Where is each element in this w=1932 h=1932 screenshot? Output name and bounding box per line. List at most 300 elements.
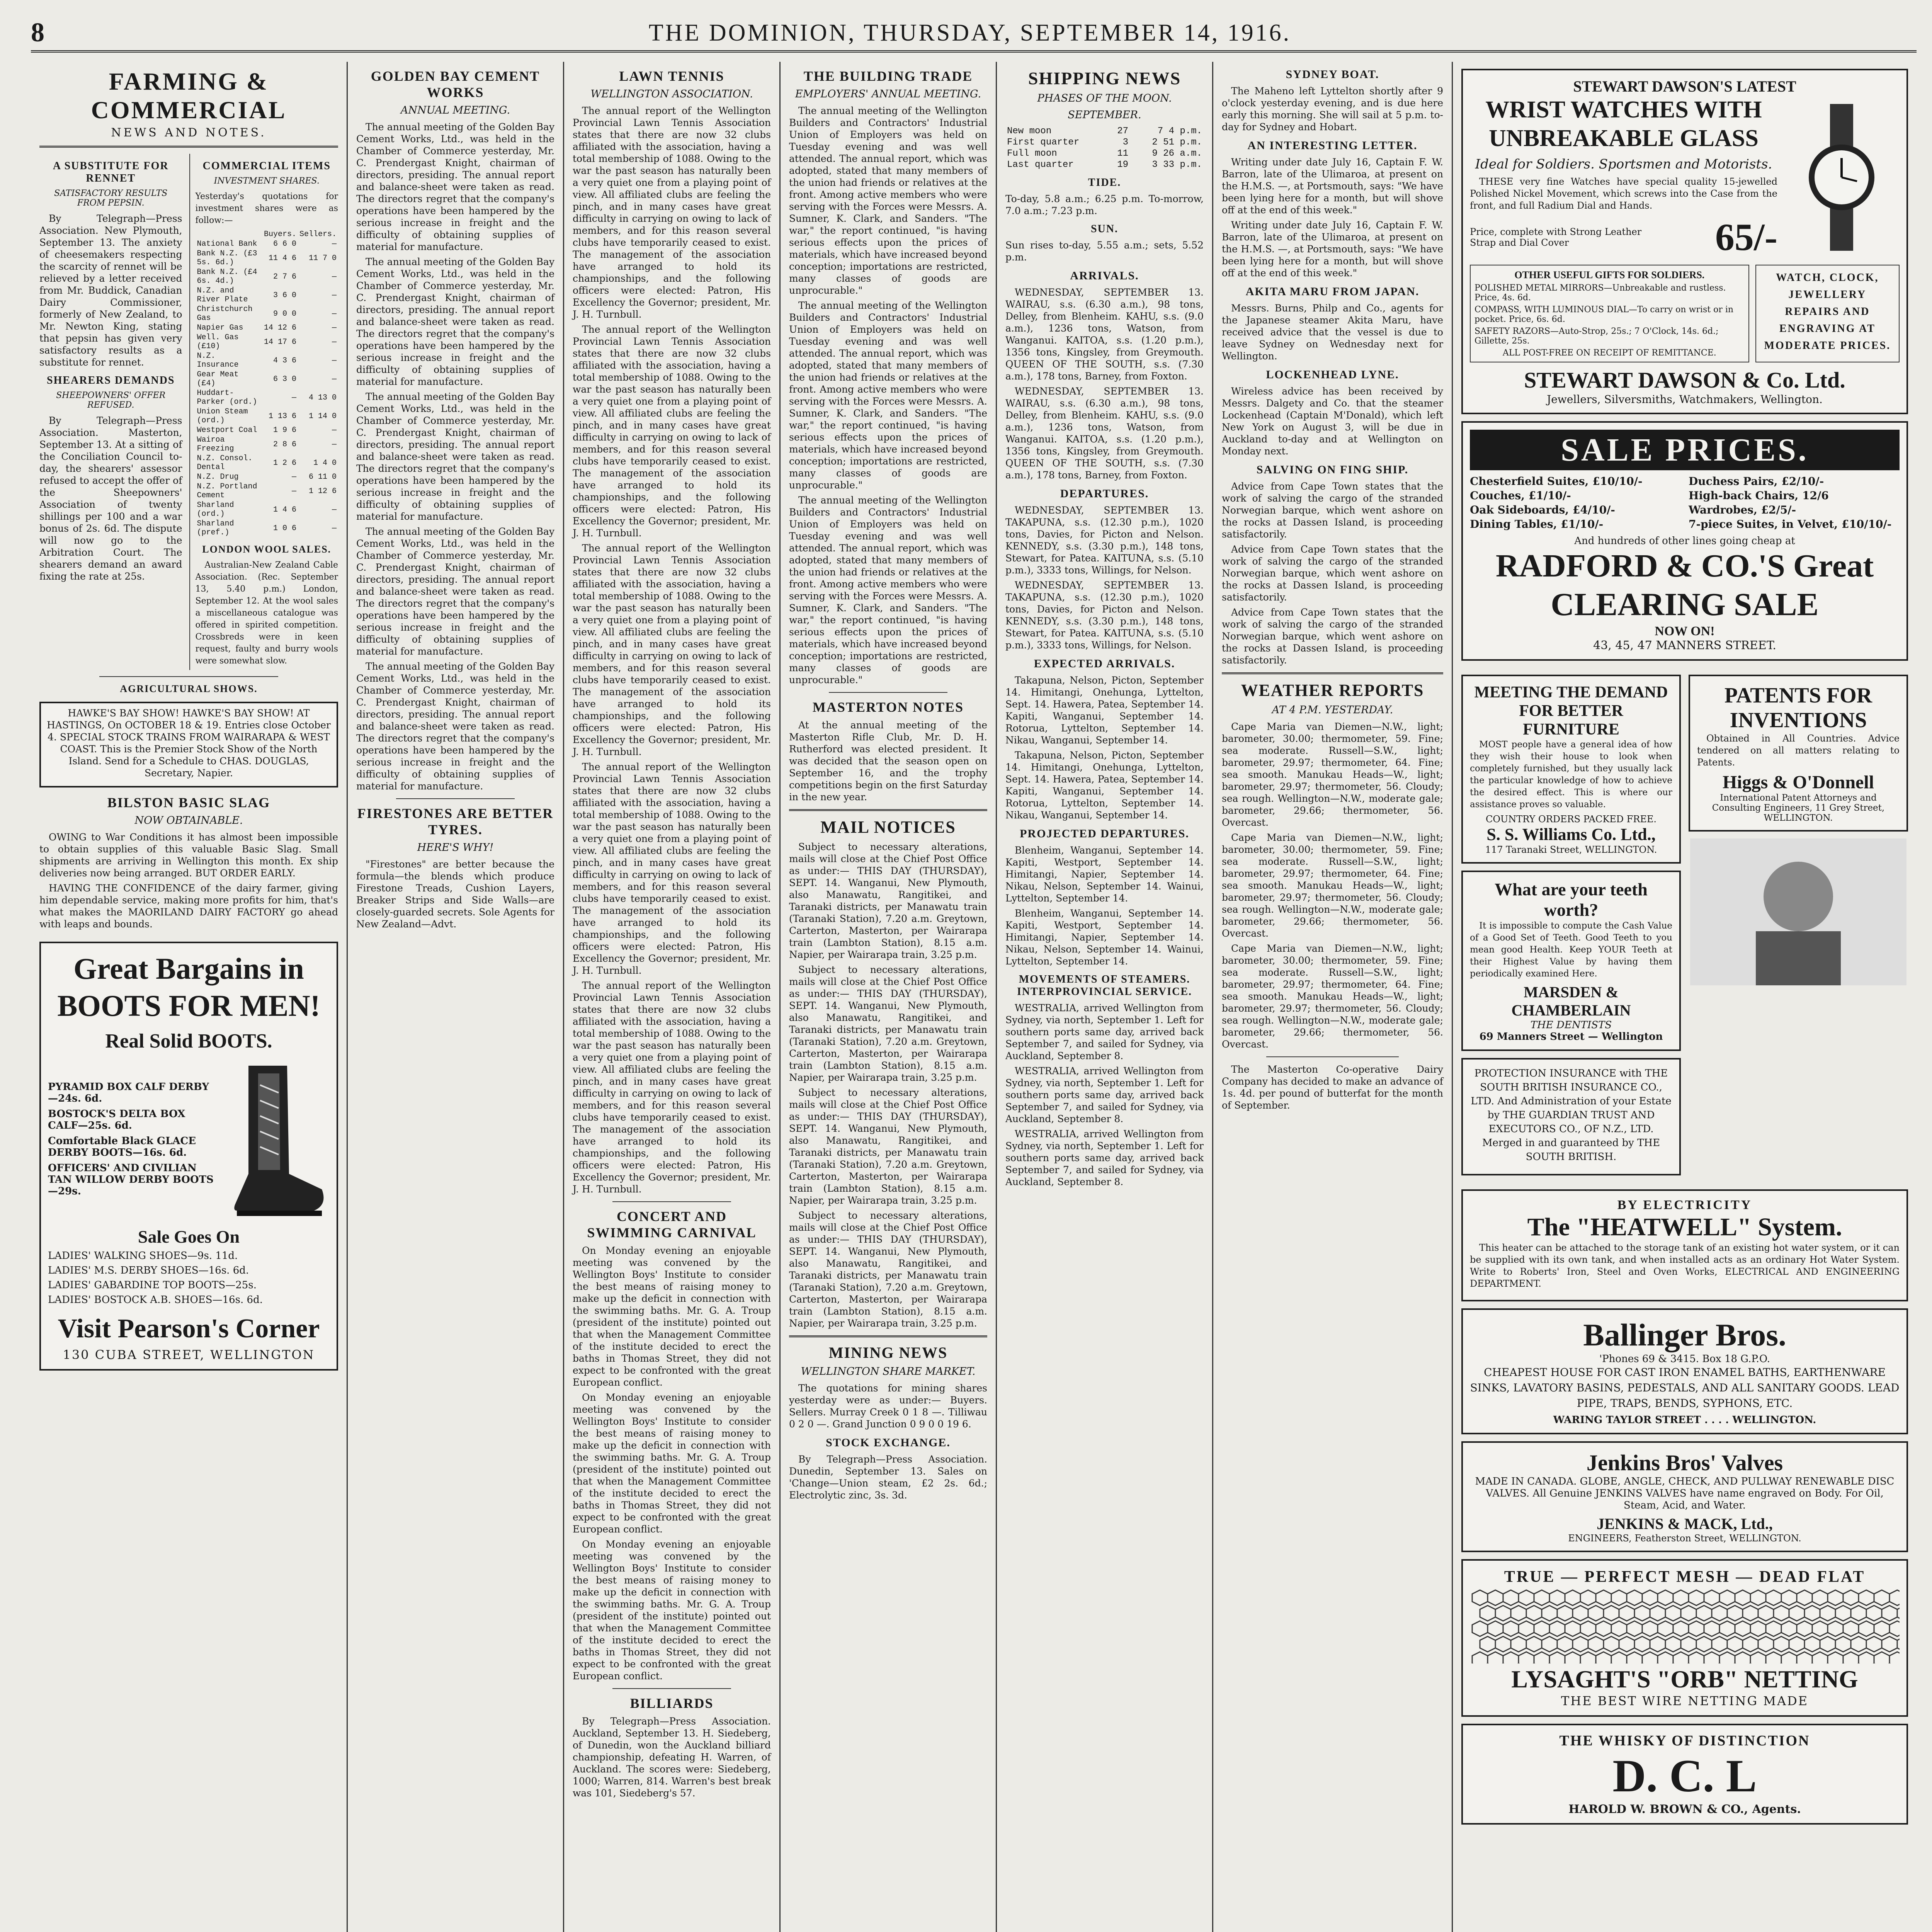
tyres-subhead: HERE'S WHY! xyxy=(417,842,494,854)
mesh-cell xyxy=(1689,1652,1704,1663)
sale-items xyxy=(1470,475,1900,531)
tyres-article: "Firestones" are better because the formula—the blends which produce Firestone Treads, Cushion Layers, Breaker Strips and Side Walls—are closely-guarded secrets. Sole Agents for New Zealand—Advt. xyxy=(356,859,554,930)
dawson-price: 65/- xyxy=(1715,216,1777,259)
mesh-cell xyxy=(1573,1636,1588,1652)
lysaght-subtitle: THE BEST WIRE NETTING MADE xyxy=(1561,1694,1809,1708)
stock-article: By Telegraph—Press Association. Dunedin, September 13. Sales on 'Change—Union steam, £2 2s. 6d.; Electrolytic zinc, 3s. 3d. xyxy=(789,1454,987,1501)
maoriland-article: HAVING THE CONFIDENCE of the dairy farmer, giving him dependable service, making more profits for him, that's what makes the MAORILAND DAIRY FACTORY go ahead with leaps and bounds. xyxy=(39,883,338,930)
oversea-text: WESTRALIA, arrived Wellington from Sydney, via north, September 1. Left for southern ports same day, arrived back September 7, and sailed for Sydney, via Auckland, September 8. xyxy=(1005,1002,1204,1061)
rennet-subhead: SATISFACTORY RESULTS FROM PEPSIN. xyxy=(54,189,168,208)
salving-headline: SALVING ON FING SHIP. xyxy=(1256,463,1409,476)
projected-text: Blenheim, Wanganui, September 14. Kapiti, Westport, September 14. Himitangi, Napier, September 14. Nikau, Nelson, September 14. Wainui, Lyttelton, September 14. xyxy=(1005,845,1204,904)
mesh-cell xyxy=(1549,1621,1565,1636)
williams-address: 117 Taranaki Street, WELLINGTON. xyxy=(1485,844,1657,855)
mesh-cell xyxy=(1658,1590,1673,1605)
mesh-cell xyxy=(1797,1621,1812,1636)
moon-phases-table xyxy=(1005,126,1204,170)
mesh-cell xyxy=(1634,1605,1650,1621)
gifts-list xyxy=(1475,283,1745,346)
stock-headline: STOCK EXCHANGE. xyxy=(826,1436,951,1449)
mesh-cell xyxy=(1712,1636,1727,1652)
weather-headline: WEATHER REPORTS xyxy=(1241,681,1424,700)
dentists-ad xyxy=(1461,871,1681,1051)
mesh-cell xyxy=(1611,1652,1627,1663)
heatwell-title: The "HEATWELL" System. xyxy=(1527,1213,1842,1241)
billiards-headline: BILLIARDS xyxy=(630,1696,714,1711)
patents-subtitle: International Patent Attorneys and Consulting Engineers, 11 Grey Street, WELLINGTON. xyxy=(1712,793,1885,823)
heatwell-ad xyxy=(1461,1189,1908,1301)
mesh-cell xyxy=(1812,1652,1828,1663)
slag-headline: BILSTON BASIC SLAG xyxy=(107,795,270,810)
share-row: N.Z. Drug — 6 11 0 xyxy=(197,473,337,481)
jenkins-text: MADE IN CANADA. GLOBE, ANGLE, CHECK, AND PULLWAY RENEWABLE DISC VALVES. All Genuine JENKINS VALVES have name engraved on Body. For Oil, Steam, Acid, and Water. xyxy=(1475,1476,1895,1511)
tyres-headline: FIRESTONES ARE BETTER TYRES. xyxy=(357,806,554,837)
boot-illustration-icon xyxy=(221,1058,330,1220)
mesh-cell xyxy=(1557,1605,1573,1621)
boots-item: Comfortable Black GLACE DERBY BOOTS—16s. 6d. xyxy=(48,1135,196,1158)
akita-text: Messrs. Burns, Philp and Co., agents for the Japanese steamer Akita Maru, have received advice that the vessel is due to leave Sydney on Wednesday next for Wellington. xyxy=(1222,303,1443,362)
mesh-cell xyxy=(1696,1605,1712,1621)
mesh-cell xyxy=(1750,1590,1766,1605)
dcl-ad xyxy=(1461,1724,1908,1825)
masterton-article: At the annual meeting of the Masterton Rifle Club, Mr. D. H. Rutherford was elected president. It was decided that the season open on September 16, and the trophy competitions begin on the first Saturday in the new year. xyxy=(789,719,988,803)
shows-headline: AGRICULTURAL SHOWS. xyxy=(120,683,258,694)
mesh-cell xyxy=(1534,1652,1549,1663)
furniture-headline: MEETING THE DEMAND FOR BETTER FURNITURE xyxy=(1474,684,1668,738)
cement-headline: GOLDEN BAY CEMENT WORKS xyxy=(371,68,540,100)
pearsons-corner: Visit Pearson's Corner xyxy=(58,1314,320,1344)
boots-ad xyxy=(39,942,338,1371)
mesh-cell xyxy=(1673,1652,1689,1663)
mesh-cell xyxy=(1719,1652,1735,1663)
newspaper-page xyxy=(31,15,1917,1932)
mining-article: The quotations for mining shares yesterday were as under:— Buyers. Sellers. Murray Creek 0 1 8 —. Tilliwau 0 2 0 —. Grand Junction 0 9 0 0 19 6. xyxy=(789,1383,987,1430)
mesh-cell xyxy=(1704,1621,1719,1636)
boots-item: BOSTOCK'S DELTA BOX CALF—25s. 6d. xyxy=(48,1108,185,1131)
oversea-headline: MOVEMENTS OF STEAMERS. INTERPROVINCIAL SERVICE. xyxy=(1017,973,1192,998)
co-op-text: The Masterton Co-operative Dairy Company has decided to make an advance of 1s. 4d. per pound of butterfat for the month of September. xyxy=(1222,1064,1443,1111)
mesh-cell xyxy=(1526,1605,1542,1621)
masthead xyxy=(31,15,1917,53)
mesh-cell xyxy=(1565,1621,1580,1636)
share-row: N.Z. and River Plate 3 6 0 — xyxy=(197,286,337,304)
furniture-sale-item: Duchess Pairs, £2/10/- xyxy=(1689,475,1824,488)
sale-headline: Sale Goes On xyxy=(138,1227,240,1247)
mesh-cell xyxy=(1519,1652,1534,1663)
share-row: National Bank 6 6 0 — xyxy=(197,240,337,248)
mesh-cell xyxy=(1627,1652,1642,1663)
teeth-headline: What are your teeth worth? xyxy=(1495,879,1648,920)
mining-subhead: WELLINGTON SHARE MARKET. xyxy=(801,1366,976,1378)
mesh-cell xyxy=(1835,1605,1851,1621)
gift-item: COMPASS, WITH LUMINOUS DIAL—To carry on wrist or in pocket. Price, 6s. 6d. xyxy=(1475,305,1734,324)
jenkins-address: ENGINEERS, Featherston Street, WELLINGTON. xyxy=(1568,1533,1801,1544)
mesh-cell xyxy=(1627,1590,1642,1605)
mesh-cell xyxy=(1673,1590,1689,1605)
mesh-cell xyxy=(1743,1636,1758,1652)
mesh-cell xyxy=(1658,1621,1673,1636)
column-tennis: LAWN TENNIS WELLINGTON ASSOCIATION. The annual report of the Wellington Provincial Lawn Tennis Association states that there are now 32 clubs affiliated with the association, having a total membership of 1088. Owing to the war the past season has naturally been a very quiet one from a playing point of view. All affiliated clubs are feeling the pinch, and in many cases have great difficulty in carrying on owing to lack of members, and for this reason several clubs have temporarily ceased to exist. The management of the association have arranged to hold its championships, and the following officers were elected: Patron, His Excellency the Governor; president, Mr. J. H. Turnbull. The annual report of the Wellington Provincial Lawn Tennis Association states that there are now 32 clubs affiliated with the association, having a total membership of 1088. Owing to the war the past season has naturally been a very quiet one from a playing point of view. All affiliated clubs are feeling the pinch, and in many cases have great difficulty in carrying on owing to lack of members, and for this reason several clubs have temporarily ceased to exist. The management of the association have arranged to hold its championships, and the following officers were elected: Patron, His Excellency the Governor; president, Mr. J. H. Turnbull. The annual report of the Wellington Provincial Lawn Tennis Association states that there are now 32 clubs affiliated with the association, having a total membership of 1088. Owing to the war the past season has naturally been a very quiet one from a playing point of view. All affiliated clubs are feeling the pinch, and in many cases have great difficulty in carrying on owing to lack of members, and for this reason several clubs have temporarily ceased to exist. The management of the association have arranged to hold its championships, and the following officers were elected: Patron, His Excellency the Governor; president, Mr. J. H. Turnbull. The annual report of the Wellington Provincial Lawn Tennis Association states that there are now 32 clubs affiliated with the association, having a total membership of 1088. Owing to the war the past season has naturally been a very quiet one from a playing point of view. All affiliated clubs are feeling the pinch, and in many cases have great difficulty in carrying on owing to lack of members, and for this reason several clubs have temporarily ceased to exist. The management of the association have arranged to hold its championships, and the following officers were elected: Patron, His Excellency the Governor; president, Mr. J. H. Turnbull. The annual report of the Wellington Provincial Lawn Tennis Association states that there are now 32 clubs affiliated with the association, having a total membership of 1088. Owing to the war the past season has naturally been a very quiet one from a playing point of view. All affiliated clubs are feeling the pinch, and in many cases have great difficulty in carrying on owing to lack of members, and for this reason several clubs have temporarily ceased to exist. The management of the association have arranged to hold its championships, and the following officers were elected: Patron, His Excellency the Governor; president, Mr. J. H. Turnbull. CONCERT AND SWIMMING CARNIVAL On Monday evening an enjoyable meeting was convened by the Wellington Boys' Institute to consider the best means of raising money to make up the deficit in connection with the swimming baths. Mr. G. A. Troup (president of the institute) pointed out that when the Management Committee of the institute decided to erect the baths in Thomas Street, they did not expect to be confronted with the great European conflict. On Monday evening an enjoyable meeting was convened by the Wellington Boys' Institute to consider the best means of raising money to make up the deficit in connection with the swimming baths. Mr. G. A. Troup (president of the institute) pointed out that when the Management Committee of the institute decided to erect the baths in Thomas Street, they did not expect to be confronted with the great European conflict. On Monday evening an enjoyable meeting was convened by the Wellington Boys' Institute to consider the best means of raising money to make up the deficit in connection with the swimming baths. Mr. G. A. Troup (president of the institute) pointed out that when the Management Committee of the institute decided to erect the baths in Thomas Street, they did not expect to be confronted with the great European conflict. BILLIARDS By Telegraph—Press Association. Auckland, September 13. H. Siedeberg, of Dunedin, won the Auckland billiard championship, defeating H. Warren, of Auckland. The scores were: Siedeberg, 1000; Warren, 814. Warren's best break was 101, Siedeberg's 57. xyxy=(564,62,781,1932)
mesh-cell xyxy=(1472,1621,1488,1636)
mesh-cell xyxy=(1519,1621,1534,1636)
mesh-cell xyxy=(1750,1652,1766,1663)
dentists-address: 69 Manners Street — Wellington xyxy=(1479,1031,1663,1043)
mesh-cell xyxy=(1828,1621,1843,1636)
mesh-cell xyxy=(1719,1590,1735,1605)
mesh-cell xyxy=(1604,1605,1619,1621)
mesh-cell xyxy=(1851,1636,1866,1652)
mesh-cell xyxy=(1828,1590,1843,1605)
boots-item: OFFICERS' AND CIVILIAN TAN WILLOW DERBY BOOTS—29s. xyxy=(48,1162,214,1197)
mesh-cell xyxy=(1611,1621,1627,1636)
weather-subhead: AT 4 P.M. YESTERDAY. xyxy=(1272,704,1393,716)
mesh-cell xyxy=(1480,1605,1495,1621)
furniture-sale-item: Wardrobes, £2/5/- xyxy=(1689,503,1796,516)
gift-item: POLISHED METAL MIRRORS—Unbreakable and rustless. Price, 4s. 6d. xyxy=(1475,283,1726,303)
mesh-cell xyxy=(1650,1636,1665,1652)
furniture-sale-item: Dining Tables, £1/10/- xyxy=(1470,518,1604,531)
mesh-cell xyxy=(1503,1621,1519,1636)
mesh-cell xyxy=(1812,1590,1828,1605)
mesh-cell xyxy=(1797,1590,1812,1605)
slag-article: OWING to War Conditions it has almost been impossible to obtain supplies of this valuable Basic Slag. Small shipments are arriving in Wellington this month. Ex ship deliveries now being arranged. BUT ORDER EARLY. xyxy=(39,832,338,879)
wool-article: Australian-New Zealand Cable Association. (Rec. September 13, 5.40 p.m.) London, September 12. At the wool sales a miscellaneous catalogue was offered in spirited competition. Crossbreds were in keen request, faulty and burry wools were somewhat slow. xyxy=(195,560,338,666)
sun-headline: SUN. xyxy=(1090,223,1118,235)
column-shipping: SHIPPING NEWS PHASES OF THE MOON. SEPTEMBER. New moon 27 7 4 p.m. First quarter 3 2 51 p.m. Full moon 11 9 26 a.m. Last quarter 19 3 33 p.m. TIDE. To-day, 5.8 a.m.; 6.25 p.m. To-morrow, 7.0 a.m.; 7.23 p.m. SUN. Sun rises to-day, 5.55 a.m.; sets, 5.52 p.m. ARRIVALS. WEDNESDAY, SEPTEMBER 13. WAIRAU, s.s. (6.30 a.m.), 98 tons, Delley, from Blenheim. KAHU, s.s. (9.0 a.m.), 1236 tons, Watson, from Wanganui. KAITOA, s.s. (1.20 p.m.), 1356 tons, Kingsley, from Greymouth. QUEEN OF THE SOUTH, s.s. (7.30 a.m.), 178 tons, Barney, from Foxton. WEDNESDAY, SEPTEMBER 13. WAIRAU, s.s. (6.30 a.m.), 98 tons, Delley, from Blenheim. KAHU, s.s. (9.0 a.m.), 1236 tons, Watson, from Wanganui. KAITOA, s.s. (1.20 p.m.), 1356 tons, Kingsley, from Greymouth. QUEEN OF THE SOUTH, s.s. (7.30 a.m.), 178 tons, Barney, from Foxton. DEPARTURES. WEDNESDAY, SEPTEMBER 13. TAKAPUNA, s.s. (12.30 p.m.), 1020 tons, Davies, for Picton and Nelson. KENNEDY, s.s. (3.30 p.m.), 148 tons, Stewart, for Patea. KAITUNA, s.s. (5.10 p.m.), 3333 tons, Willings, for Nelson. WEDNESDAY, SEPTEMBER 13. TAKAPUNA, s.s. (12.30 p.m.), 1020 tons, Davies, for Picton and Nelson. KENNEDY, s.s. (3.30 p.m.), 148 tons, Stewart, for Patea. KAITUNA, s.s. (5.10 p.m.), 3333 tons, Willings, for Nelson. EXPECTED ARRIVALS. Takapuna, Nelson, Picton, September 14. Himitangi, Onehunga, Lyttelton, Sept. 14. Hawera, Patea, September 14. Kapiti, Wanganui, September 14. Rotorua, Lyttelton, September 14. Nikau, Wanganui, September 14. Takapuna, Nelson, Picton, September 14. Himitangi, Onehunga, Lyttelton, Sept. 14. Hawera, Patea, September 14. Kapiti, Wanganui, September 14. Rotorua, Lyttelton, September 14. Nikau, Wanganui, September 14. PROJECTED DEPARTURES. Blenheim, Wanganui, September 14. Kapiti, Westport, September 14. Himitangi, Napier, September 14. Nikau, Nelson, September 14. Wainui, Lyttelton, September 14. Blenheim, Wanganui, September 14. Kapiti, Westport, September 14. Himitangi, Napier, September 14. Nikau, Nelson, September 14. Wainui, Lyttelton, September 14. MOVEMENTS OF STEAMERS. INTERPROVINCIAL SERVICE. WESTRALIA, arrived Wellington from Sydney, via north, September 1. Left for southern ports same day, arrived back September 7, and sailed for Sydney, via Auckland, September 8. WESTRALIA, arrived Wellington from Sydney, via north, September 1. Left for southern ports same day, arrived back September 7, and sailed for Sydney, via Auckland, September 8. WESTRALIA, arrived Wellington from Sydney, via north, September 1. Left for southern ports same day, arrived back September 7, and sailed for Sydney, via Auckland, September 8. xyxy=(997,62,1213,1932)
lockenhead-headline: LOCKENHEAD LYNE. xyxy=(1266,368,1399,381)
wool-headline: LONDON WOOL SALES. xyxy=(202,544,332,555)
mesh-cell xyxy=(1851,1605,1866,1621)
furniture-ad xyxy=(1461,675,1681,864)
mesh-cell xyxy=(1689,1621,1704,1636)
mesh-cell xyxy=(1503,1590,1519,1605)
sydney-text: The Maheno left Lyttelton shortly after 9 o'clock yesterday evening, and is due here early this morning. She will sail at 5 p.m. to-day for Sydney and Hobart. xyxy=(1222,85,1443,133)
dentists-subtitle: THE DENTISTS xyxy=(1530,1019,1612,1031)
mesh-cell xyxy=(1534,1590,1549,1605)
dawson-extra: Price, complete with Strong Leather Strap and Dial Cover xyxy=(1470,226,1642,248)
mail-article: Subject to necessary alterations, mails will close at the Chief Post Office as under:— THIS DAY (THURSDAY), SEPT. 14. Wanganui, New Plymouth, also Manawatu, Rangitikei, and Taranaki districts, per Manawatu train (Taranaki Station), 7.20 a.m. Greytown, Carterton, Masterton, per Wairarapa train (Lambton Station), 8.15 a.m. Napier, per Wairarapa train, 3.25 p.m. xyxy=(789,841,987,960)
radford-address: 43, 45, 47 MANNERS STREET. xyxy=(1593,639,1776,652)
mesh-cell xyxy=(1735,1590,1750,1605)
mining-headline: MINING NEWS xyxy=(828,1344,948,1361)
mesh-cell xyxy=(1488,1621,1503,1636)
share-row: N.Z. Insurance 4 3 6 — xyxy=(197,352,337,369)
mesh-cell xyxy=(1843,1621,1859,1636)
mesh-cell xyxy=(1526,1636,1542,1652)
mesh-cell xyxy=(1573,1605,1588,1621)
mesh-cell xyxy=(1897,1605,1900,1621)
share-row: Sharland (ord.) 1 4 6 — xyxy=(197,501,337,519)
sale-item: LADIES' WALKING SHOES—9s. 11d. xyxy=(48,1250,238,1262)
cement-article: The annual meeting of the Golden Bay Cement Works, Ltd., was held in the Chamber of Commerce yesterday, Mr. C. Prendergast Knight, chairman of directors, presiding. The annual report and balance-sheet were taken as read. The directors regret that the company's operations have been hampered by the serious increase in freight and the difficulty of obtaining supplies of material for manufacture. xyxy=(356,121,554,252)
sale-item: LADIES' GABARDINE TOP BOOTS—25s. xyxy=(48,1279,257,1291)
dawson-subtitle: Jewellers, Silversmiths, Watchmakers, Wellington. xyxy=(1547,393,1823,406)
mesh-cell xyxy=(1712,1605,1727,1621)
tide-text: To-day, 5.8 a.m.; 6.25 p.m. To-morrow, 7.0 a.m.; 7.23 p.m. xyxy=(1005,193,1204,216)
salving-text: Advice from Cape Town states that the work of salving the cargo of the stranded Norwegian barque, which went ashore on the rocks at Dassen Island, is proceeding satisfactorily. xyxy=(1222,481,1443,540)
column-notes: SYDNEY BOAT. The Maheno left Lyttelton shortly after 9 o'clock yesterday evening, and is due here early this morning. She will sail at 5 p.m. to-day for Sydney and Hobart. AN INTERESTING LETTER. Writing under date July 16, Captain F. W. Barron, late of the Ulimaroa, at present on the H.M.S. —, at Portsmouth, says: "We have been lying here for a month, but will shove off at the end of this week." Writing under date July 16, Captain F. W. Barron, late of the Ulimaroa, at present on the H.M.S. —, at Portsmouth, says: "We have been lying here for a month, but will shove off at the end of this week." AKITA MARU FROM JAPAN. Messrs. Burns, Philp and Co., agents for the Japanese steamer Akita Maru, have received advice that the vessel is due to leave Sydney on Wednesday next for Wellington. LOCKENHEAD LYNE. Wireless advice has been received by Messrs. Dalgety and Co. that the steamer Lockenhead (Captain M'Donald), which left New York on August 3, will be due in Auckland to-day and at Wellington on Monday next. SALVING ON FING SHIP. Advice from Cape Town states that the work of salving the cargo of the stranded Norwegian barque, which went ashore on the rocks at Dassen Island, is proceeding satisfactorily. Advice from Cape Town states that the work of salving the cargo of the stranded Norwegian barque, which went ashore on the rocks at Dassen Island, is proceeding satisfactorily. Advice from Cape Town states that the work of salving the cargo of the stranded Norwegian barque, which went ashore on the rocks at Dassen Island, is proceeding satisfactorily. WEATHER REPORTS AT 4 P.M. YESTERDAY. Cape Maria van Diemen—N.W., light; barometer, 30.00; thermometer, 59. Fine; sea moderate. Russell—S.W., light; barometer, 29.97; thermometer, 64. Fine; sea smooth. Manukau Heads—W., light; barometer, 29.97; thermometer, 56. Cloudy; sea rough. Wellington—N.W., moderate gale; barometer, 29.66; thermometer, 56. Overcast. Cape Maria van Diemen—N.W., light; barometer, 30.00; thermometer, 59. Fine; sea moderate. Russell—S.W., light; barometer, 29.97; thermometer, 64. Fine; sea smooth. Manukau Heads—W., light; barometer, 29.97; thermometer, 56. Cloudy; sea rough. Wellington—N.W., moderate gale; barometer, 29.66; thermometer, 56. Overcast. Cape Maria van Diemen—N.W., light; barometer, 30.00; thermometer, 59. Fine; sea moderate. Russell—S.W., light; barometer, 29.97; thermometer, 64. Fine; sea smooth. Manukau Heads—W., light; barometer, 29.97; thermometer, 56. Cloudy; sea rough. Wellington—N.W., moderate gale; barometer, 29.66; thermometer, 56. Overcast. The Masterton Co-operative Dairy Company has decided to make an advance of 1s. 4d. per pound of butterfat for the month of September. xyxy=(1213,62,1453,1932)
ballinger-address: WARING TAYLOR STREET . . . . WELLINGTON. xyxy=(1553,1414,1816,1426)
radford-headline: RADFORD & CO.'S Great CLEARING SALE xyxy=(1495,548,1874,622)
carnival-headline: CONCERT AND SWIMMING CARNIVAL xyxy=(587,1209,757,1240)
stewart-dawson-ad xyxy=(1461,69,1908,414)
mesh-cell xyxy=(1588,1605,1604,1621)
shares-col-buyers: Buyers. xyxy=(264,230,296,239)
wrist-watch-icon xyxy=(1784,104,1900,251)
letter-headline: AN INTERESTING LETTER. xyxy=(1247,139,1418,152)
mesh-cell xyxy=(1727,1605,1743,1621)
jenkins-firm: JENKINS & MACK, Ltd., xyxy=(1597,1515,1773,1532)
gifts-note: ALL POST-FREE ON RECEIPT OF REMITTANCE. xyxy=(1502,348,1716,358)
patents-firm: Higgs & O'Donnell xyxy=(1722,772,1874,793)
mesh-cell xyxy=(1789,1605,1804,1621)
mesh-cell xyxy=(1611,1590,1627,1605)
share-row: Union Steam (ord.) 1 13 6 1 14 0 xyxy=(197,407,337,425)
mesh-cell xyxy=(1758,1636,1774,1652)
sale-title: SALE PRICES. xyxy=(1470,430,1900,470)
mesh-cell xyxy=(1488,1652,1503,1663)
mesh-cell xyxy=(1766,1590,1781,1605)
building-subhead: EMPLOYERS' ANNUAL MEETING. xyxy=(795,88,981,100)
share-row: N.Z. Consol. Dental 1 2 6 1 4 0 xyxy=(197,454,337,472)
moon-phase-row: Full moon 11 9 26 a.m. xyxy=(1007,148,1202,159)
page-number: 8 xyxy=(31,18,46,48)
share-row: Napier Gas 14 12 6 — xyxy=(197,323,337,332)
masterton-headline: MASTERTON NOTES xyxy=(812,699,964,715)
column-advertisements xyxy=(1453,62,1917,1932)
tide-headline: TIDE. xyxy=(1088,177,1121,189)
weather-text: Cape Maria van Diemen—N.W., light; barometer, 30.00; thermometer, 59. Fine; sea moderate. Russell—S.W., light; barometer, 29.97; thermometer, 64. Fine; sea smooth. Manukau Heads—W., light; barometer, 29.97; thermometer, 56. Cloudy; sea rough. Wellington—N.W., moderate gale; barometer, 29.66; thermometer, 56. Overcast. xyxy=(1222,721,1443,828)
mesh-cell xyxy=(1820,1605,1835,1621)
furniture-sale-item: 7-piece Suites, in Velvet, £10/10/- xyxy=(1689,518,1892,531)
phases-month: SEPTEMBER. xyxy=(1068,109,1141,121)
mesh-cell xyxy=(1843,1590,1859,1605)
mesh-cell xyxy=(1650,1605,1665,1621)
moon-phase-row: First quarter 3 2 51 p.m. xyxy=(1007,137,1202,148)
mesh-cell xyxy=(1596,1621,1611,1636)
teeth-text: It is impossible to compute the Cash Value of a Good Set of Teeth. Good Teeth to you mean good Health. Keep YOUR Teeth at their Highest Value by having them periodically examined Here. xyxy=(1470,921,1672,979)
mesh-cell xyxy=(1781,1590,1797,1605)
building-headline: THE BUILDING TRADE xyxy=(803,68,973,84)
share-row: Gear Meat (£4) 6 3 0 — xyxy=(197,370,337,388)
shipping-headline: SHIPPING NEWS xyxy=(1028,68,1181,88)
mesh-cell xyxy=(1859,1652,1874,1663)
mesh-cell xyxy=(1596,1590,1611,1605)
feature-subtitle: NEWS AND NOTES. xyxy=(111,126,267,139)
radford-ad xyxy=(1461,421,1908,661)
mesh-cell xyxy=(1565,1590,1580,1605)
dawson-title: WRIST WATCHES WITH UNBREAKABLE GLASS xyxy=(1485,97,1762,151)
carnival-article: On Monday evening an enjoyable meeting was convened by the Wellington Boys' Institute to consider the best means of raising money to make up the deficit in connection with the swimming baths. Mr. G. A. Troup (president of the institute) pointed out that when the Management Committee of the institute decided to erect the baths in Thomas Street, they did not expect to be confronted with the great European conflict. xyxy=(573,1245,771,1388)
mesh-cell xyxy=(1596,1652,1611,1663)
cement-subhead: ANNUAL MEETING. xyxy=(400,104,510,116)
shares-intro: Yesterday's quotations for investment shares were as follow:— xyxy=(195,192,338,225)
shares-col-sellers: Sellers. xyxy=(299,230,337,239)
share-row: Sharland (pref.) 1 0 6 — xyxy=(197,519,337,537)
mesh-cell xyxy=(1719,1621,1735,1636)
mesh-cell xyxy=(1874,1621,1889,1636)
gift-item: SAFETY RAZORS—Auto-Strop, 25s.; 7 O'Clock, 14s. 6d.; Gillette, 25s. xyxy=(1475,327,1719,346)
mesh-cell xyxy=(1519,1590,1534,1605)
mesh-cell xyxy=(1735,1652,1750,1663)
shares-table xyxy=(196,230,338,537)
mesh-cell xyxy=(1781,1621,1797,1636)
mesh-cell xyxy=(1735,1621,1750,1636)
mesh-cell xyxy=(1766,1621,1781,1636)
mesh-cell xyxy=(1557,1636,1573,1652)
mesh-cell xyxy=(1704,1590,1719,1605)
dcl-name: D. C. L xyxy=(1612,1750,1757,1801)
mesh-cell xyxy=(1781,1652,1797,1663)
mesh-cell xyxy=(1665,1636,1681,1652)
insurance-ad xyxy=(1461,1058,1681,1175)
mesh-cell xyxy=(1889,1652,1900,1663)
electricity-headline: BY ELECTRICITY xyxy=(1617,1198,1752,1212)
lysaght-ad xyxy=(1461,1559,1908,1717)
departures-headline: DEPARTURES. xyxy=(1060,487,1149,500)
arrivals-text: WEDNESDAY, SEPTEMBER 13. WAIRAU, s.s. (6.30 a.m.), 98 tons, Delley, from Blenheim. KAHU, s.s. (9.0 a.m.), 1236 tons, Watson, from Wanganui. KAITOA, s.s. (1.20 p.m.), 1356 tons, Kingsley, from Greymouth. QUEEN OF THE SOUTH, s.s. (7.30 a.m.), 178 tons, Barney, from Foxton. xyxy=(1005,287,1204,382)
mesh-cell xyxy=(1689,1590,1704,1605)
gifts-headline: OTHER USEFUL GIFTS FOR SOLDIERS. xyxy=(1514,269,1705,281)
tennis-headline: LAWN TENNIS xyxy=(619,68,724,84)
mesh-cell xyxy=(1804,1605,1820,1621)
slag-subhead: NOW OBTAINABLE. xyxy=(134,815,243,827)
mesh-cell xyxy=(1835,1636,1851,1652)
mesh-cell xyxy=(1658,1652,1673,1663)
mesh-cell xyxy=(1789,1636,1804,1652)
mesh-cell xyxy=(1565,1652,1580,1663)
mesh-cell xyxy=(1580,1652,1596,1663)
sale-item: LADIES' BOSTOCK A.B. SHOES—16s. 6d. xyxy=(48,1294,263,1306)
dawson-name: STEWART DAWSON & Co. Ltd. xyxy=(1524,367,1845,393)
mesh-cell xyxy=(1681,1605,1696,1621)
mesh-cell xyxy=(1882,1636,1897,1652)
dawson-headline: STEWART DAWSON'S LATEST xyxy=(1573,78,1796,95)
lysaght-name: LYSAGHT'S "ORB" NETTING xyxy=(1511,1665,1858,1693)
share-row: Bank N.Z. (£3 5s. 6d.) 11 4 6 11 7 0 xyxy=(197,249,337,267)
mesh-cell xyxy=(1804,1636,1820,1652)
share-row: Huddart-Parker (ord.) — 4 13 0 xyxy=(197,389,337,406)
radford-now: NOW ON! xyxy=(1655,624,1715,638)
departures-text: WEDNESDAY, SEPTEMBER 13. TAKAPUNA, s.s. (12.30 p.m.), 1020 tons, Davies, for Picton and Nelson. KENNEDY, s.s. (3.30 p.m.), 148 tons, Stewart, for Patea. KAITUNA, s.s. (5.10 p.m.), 3333 tons, Willings, for Nelson. xyxy=(1005,505,1204,576)
mesh-cell xyxy=(1580,1590,1596,1605)
mesh-cell xyxy=(1604,1636,1619,1652)
share-row: Well. Gas (£10) 14 17 6 — xyxy=(197,333,337,351)
dentists-name: MARSDEN & CHAMBERLAIN xyxy=(1511,983,1631,1019)
boots-subhead: Real Solid BOOTS. xyxy=(105,1030,272,1052)
expected-headline: EXPECTED ARRIVALS. xyxy=(1034,657,1175,670)
arrivals-headline: ARRIVALS. xyxy=(1070,269,1139,282)
share-row: Wairoa Freezing 2 8 6 — xyxy=(197,435,337,453)
mesh-cell xyxy=(1828,1652,1843,1663)
mesh-cell xyxy=(1882,1605,1897,1621)
mesh-cell xyxy=(1874,1652,1889,1663)
mesh-cell xyxy=(1859,1621,1874,1636)
sun-text: Sun rises to-day, 5.55 a.m.; sets, 5.52 p.m. xyxy=(1005,240,1204,263)
mesh-cell xyxy=(1681,1636,1696,1652)
mesh-cell xyxy=(1766,1652,1781,1663)
mesh-cell xyxy=(1889,1621,1900,1636)
sydney-headline: SYDNEY BOAT. xyxy=(1286,68,1379,81)
mesh-cell xyxy=(1472,1590,1488,1605)
pearsons-address: 130 CUBA STREET, WELLINGTON xyxy=(63,1347,315,1362)
letter-text: Writing under date July 16, Captain F. W. Barron, late of the Ulimaroa, at present on the H.M.S. —, at Portsmouth, says: "We have been lying here for a month, but will shove off at the end of this week." xyxy=(1222,156,1443,216)
column-commercial: GOLDEN BAY CEMENT WORKS ANNUAL MEETING. The annual meeting of the Golden Bay Cement Works, Ltd., was held in the Chamber of Commerce yesterday, Mr. C. Prendergast Knight, chairman of directors, presiding. The annual report and balance-sheet were taken as read. The directors regret that the company's operations have been hampered by the serious increase in freight and the difficulty of obtaining supplies of material for manufacture. The annual meeting of the Golden Bay Cement Works, Ltd., was held in the Chamber of Commerce yesterday, Mr. C. Prendergast Knight, chairman of directors, presiding. The annual report and balance-sheet were taken as read. The directors regret that the company's operations have been hampered by the serious increase in freight and the difficulty of obtaining supplies of material for manufacture. The annual meeting of the Golden Bay Cement Works, Ltd., was held in the Chamber of Commerce yesterday, Mr. C. Prendergast Knight, chairman of directors, presiding. The annual report and balance-sheet were taken as read. The directors regret that the company's operations have been hampered by the serious increase in freight and the difficulty of obtaining supplies of material for manufacture. The annual meeting of the Golden Bay Cement Works, Ltd., was held in the Chamber of Commerce yesterday, Mr. C. Prendergast Knight, chairman of directors, presiding. The annual report and balance-sheet were taken as read. The directors regret that the company's operations have been hampered by the serious increase in freight and the difficulty of obtaining supplies of material for manufacture. The annual meeting of the Golden Bay Cement Works, Ltd., was held in the Chamber of Commerce yesterday, Mr. C. Prendergast Knight, chairman of directors, presiding. The annual report and balance-sheet were taken as read. The directors regret that the company's operations have been hampered by the serious increase in freight and the difficulty of obtaining supplies of material for manufacture. FIRESTONES ARE BETTER TYRES. HERE'S WHY! "Firestones" are better because the formula—the blends which produce Firestone Treads, Cushion Layers, Breaker Strips and Side Walls—are closely-guarded secrets. Sole Agents for New Zealand—Advt. xyxy=(348,62,564,1932)
building-article: The annual meeting of the Wellington Builders and Contractors' Industrial Union of Employers was held on Tuesday evening and was well attended. The annual report, which was adopted, stated that many members of the union had friends or relatives at the front. Among active members who were serving with the Forces were Messrs. A. Sumner, K. Clark, and Sanders. "The war," the report continued, "is having serious effects upon the prices of materials, which have increased beyond conception; importations are restricted, many classes of goods are unprocurable." xyxy=(789,105,987,296)
sale-note: And hundreds of other lines going cheap at xyxy=(1574,535,1795,547)
mesh-cell xyxy=(1542,1605,1557,1621)
portrait-illustration-icon xyxy=(1689,838,1908,985)
wire-netting-icon xyxy=(1470,1586,1900,1663)
mesh-cell xyxy=(1580,1621,1596,1636)
mesh-cell xyxy=(1727,1636,1743,1652)
boots-list xyxy=(48,1077,218,1201)
mesh-cell xyxy=(1820,1636,1835,1652)
mesh-cell xyxy=(1743,1605,1758,1621)
jenkins-name: Jenkins Bros' Valves xyxy=(1586,1450,1783,1475)
mesh-cell xyxy=(1704,1652,1719,1663)
mesh-cell xyxy=(1480,1636,1495,1652)
mesh-cell xyxy=(1642,1590,1658,1605)
mesh-cell xyxy=(1665,1605,1681,1621)
mesh-cell xyxy=(1503,1652,1519,1663)
mesh-cell xyxy=(1797,1652,1812,1663)
tennis-article: The annual report of the Wellington Provincial Lawn Tennis Association states that there are now 32 clubs affiliated with the association, having a total membership of 1088. Owing to the war the past season has naturally been a very quiet one from a playing point of view. All affiliated clubs are feeling the pinch, and in many cases have great difficulty in carrying on owing to lack of members, and for this reason several clubs have temporarily ceased to exist. The management of the association have arranged to hold its championships, and the following officers were elected: Patron, His Excellency the Governor; president, Mr. J. H. Turnbull. xyxy=(573,105,771,320)
rennet-article: By Telegraph—Press Association. New Plymouth, September 13. The anxiety of cheesemakers respecting the scarcity of rennet will be relieved by a letter received from Mr. Buddick, Canadian Dairy Commissioner, formerly of New Zealand, to Mr. Newton King, stating that pepsin has given very satisfactory results as a substitute for rennet. xyxy=(39,213,182,368)
furniture-note: COUNTRY ORDERS PACKED FREE. xyxy=(1485,814,1657,825)
dcl-agents: HAROLD W. BROWN & CO., Agents. xyxy=(1568,1803,1801,1816)
share-row: N.Z. Portland Cement — 1 12 6 xyxy=(197,482,337,500)
mesh-cell xyxy=(1511,1605,1526,1621)
patents-text: Obtained in All Countries. Advice tendered on all matters relating to Patents. xyxy=(1697,733,1900,768)
ballinger-phone: 'Phones 69 & 3415. Box 18 G.P.O. xyxy=(1599,1353,1770,1365)
mesh-cell xyxy=(1889,1590,1900,1605)
feature-title: FARMING & COMMERCIAL xyxy=(91,68,287,124)
shearers-article: By Telegraph—Press Association. Masterton, September 13. At a sitting of the Conciliation Council to-day, the shearers' assessor refused to accept the offer of the Sheepowners' Association of twenty shillings per 100 and a war bonus of 2s. 6d. The dispute will now go to the Arbitration Court. The shearers demand an award fixing the rate at 25s. xyxy=(39,415,182,582)
lockenhead-text: Wireless advice has been received by Messrs. Dalgety and Co. that the steamer Lockenhead (Captain M'Donald), which left New York on August 3, will be due in Auckland to-day and at Wellington on Monday next. xyxy=(1222,386,1443,457)
moon-phase-row: New moon 27 7 4 p.m. xyxy=(1007,126,1202,136)
furniture-text: MOST people have a general idea of how they wish their house to look when completely furnished, but they usually lack the particular knowledge of how to achieve the desired effect. This is where our assistance proves so valuable. xyxy=(1470,740,1672,810)
mesh-cell xyxy=(1495,1605,1511,1621)
akita-headline: AKITA MARU FROM JAPAN. xyxy=(1245,285,1420,298)
mesh-cell xyxy=(1642,1621,1658,1636)
insurance-text: PROTECTION INSURANCE with THE SOUTH BRITISH INSURANCE CO., LTD. And Administration of your Estate by THE GUARDIAN TRUST AND EXECUTORS CO., OF N.Z., LTD. Merged in and guaranteed by THE SOUTH BRITISH. xyxy=(1471,1068,1672,1163)
billiards-article: By Telegraph—Press Association. Auckland, September 13. H. Siedeberg, of Dunedin, won the Auckland billiard championship, defeating H. Warren, of Auckland. The scores were: Siedeberg, 1000; Warren, 814. Warren's best break was 101, Siedeberg's 57. xyxy=(573,1716,771,1799)
mesh-cell xyxy=(1774,1636,1789,1652)
mesh-cell xyxy=(1511,1636,1526,1652)
williams-name: S. S. Williams Co. Ltd., xyxy=(1486,825,1656,844)
patents-ad xyxy=(1689,675,1908,832)
mesh-cell xyxy=(1843,1652,1859,1663)
furniture-sale-item: Oak Sideboards, £4/10/- xyxy=(1470,503,1615,516)
mesh-cell xyxy=(1634,1636,1650,1652)
projected-headline: PROJECTED DEPARTURES. xyxy=(1020,827,1189,840)
ballinger-ad xyxy=(1461,1308,1908,1434)
tennis-subhead: WELLINGTON ASSOCIATION. xyxy=(590,88,753,100)
shearers-headline: SHEARERS DEMANDS xyxy=(47,374,175,386)
mesh-cell xyxy=(1673,1621,1689,1636)
mesh-cell xyxy=(1588,1636,1604,1652)
masthead-title: THE DOMINION, THURSDAY, SEPTEMBER 14, 1916. xyxy=(648,19,1291,46)
mesh-cell xyxy=(1488,1590,1503,1605)
rennet-headline: A SUBSTITUTE FOR RENNET xyxy=(53,160,169,184)
moon-phase-row: Last quarter 19 3 33 p.m. xyxy=(1007,160,1202,170)
share-row: Christchurch Gas 9 0 0 — xyxy=(197,305,337,323)
mesh-cell xyxy=(1874,1590,1889,1605)
mesh-cell xyxy=(1750,1621,1766,1636)
mesh-cell xyxy=(1859,1590,1874,1605)
patents-headline: PATENTS FOR INVENTIONS xyxy=(1724,684,1872,732)
